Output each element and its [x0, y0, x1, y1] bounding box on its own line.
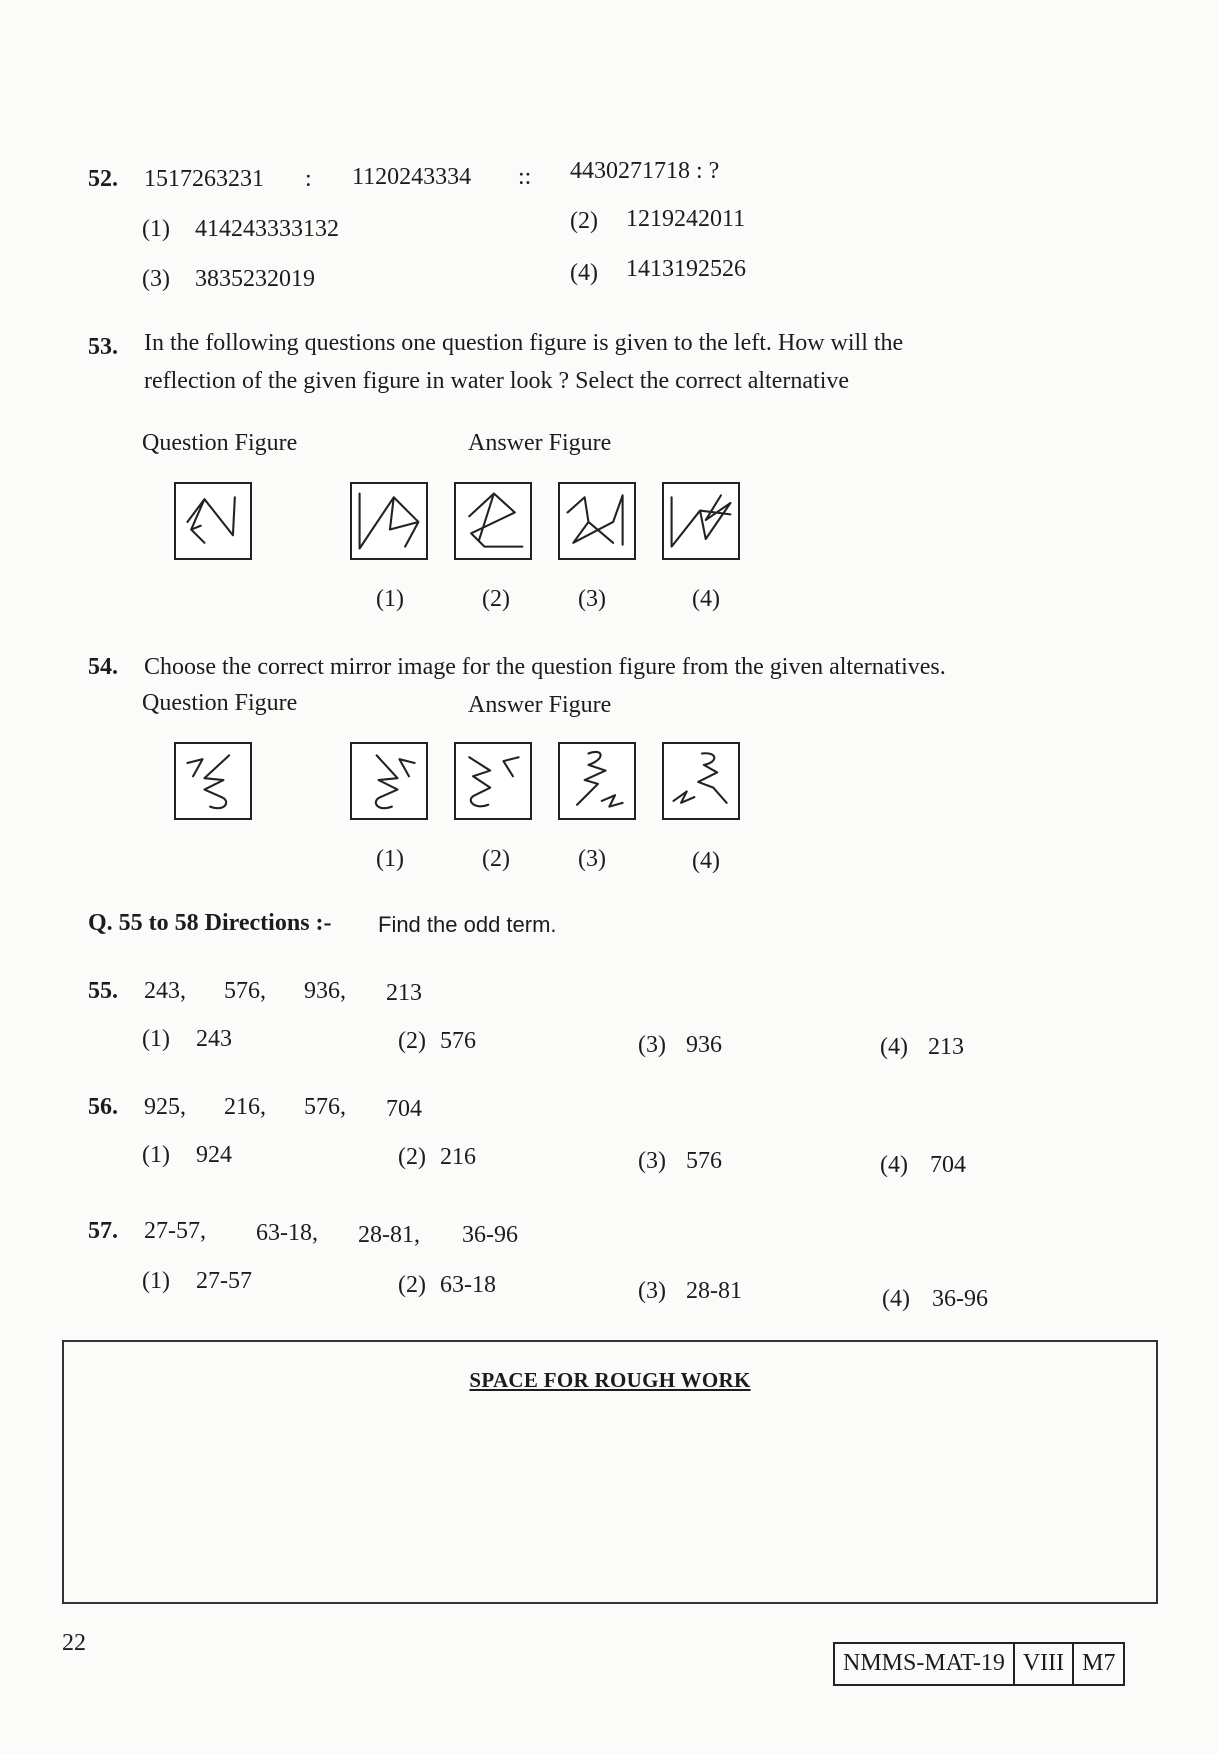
option-number: (2)	[398, 1028, 426, 1054]
series-term: 936,	[304, 978, 346, 1004]
page-number: 22	[62, 1630, 86, 1656]
option-number: (2)	[570, 208, 598, 234]
option-label: (3)	[578, 586, 606, 612]
question-text: Choose the correct mirror image for the question figure from the given alternatives.	[144, 654, 946, 680]
series-term: 576,	[224, 978, 266, 1004]
option-text: 28-81	[686, 1278, 742, 1304]
option-text: 414243333132	[195, 216, 339, 242]
option-text: 213	[928, 1034, 964, 1060]
option-label: (4)	[692, 848, 720, 874]
question-number: 56.	[88, 1094, 118, 1120]
question-text: reflection of the given figure in water look ? Select the correct alternative	[144, 368, 850, 394]
option-number: (3)	[638, 1148, 666, 1174]
option-text: 243	[196, 1026, 232, 1052]
series-term: 216,	[224, 1094, 266, 1120]
directions-prefix: Q. 55 to 58 Directions :-	[88, 910, 332, 936]
option-number: (3)	[638, 1032, 666, 1058]
option-number: (2)	[398, 1272, 426, 1298]
option-label: (2)	[482, 586, 510, 612]
series-term: 1120243334	[352, 164, 472, 190]
question-figure	[174, 742, 252, 820]
option-number: (4)	[570, 260, 598, 286]
option-text: 704	[930, 1152, 966, 1178]
option-number: (3)	[142, 266, 170, 292]
answer-figure-4[interactable]	[662, 742, 740, 820]
option-number: (1)	[142, 1142, 170, 1168]
option-number: (4)	[880, 1152, 908, 1178]
option-number: (1)	[142, 1268, 170, 1294]
series-term: 63-18,	[256, 1220, 318, 1246]
series-term: 243,	[144, 978, 186, 1004]
option-number: (2)	[398, 1144, 426, 1170]
answer-figure-label: Answer Figure	[468, 692, 612, 718]
option-text: 936	[686, 1032, 722, 1058]
option-number: (3)	[638, 1278, 666, 1304]
option-label: (2)	[482, 846, 510, 872]
option-label: (3)	[578, 846, 606, 872]
option-number: (4)	[880, 1034, 908, 1060]
answer-figure-2[interactable]	[454, 742, 532, 820]
series-term: 704	[386, 1096, 422, 1122]
answer-figure-4[interactable]	[662, 482, 740, 560]
option-label: (4)	[692, 586, 720, 612]
option-number: (1)	[142, 1026, 170, 1052]
series-term: 36-96	[462, 1222, 518, 1248]
series-term: 576,	[304, 1094, 346, 1120]
series-term: 28-81,	[358, 1222, 420, 1248]
ratio-separator: ::	[518, 164, 532, 190]
option-label: (1)	[376, 586, 404, 612]
option-label: (1)	[376, 846, 404, 872]
question-figure-label: Question Figure	[142, 430, 298, 456]
option-text: 924	[196, 1142, 232, 1168]
paper-code-class: VIII	[1015, 1644, 1074, 1684]
option-text: 63-18	[440, 1272, 496, 1298]
answer-figure-3[interactable]	[558, 742, 636, 820]
series-term: 1517263231	[144, 166, 264, 192]
answer-figure-3[interactable]	[558, 482, 636, 560]
answer-figure-1[interactable]	[350, 742, 428, 820]
rough-work-box	[62, 1340, 1158, 1604]
option-text: 3835232019	[195, 266, 315, 292]
question-figure	[174, 482, 252, 560]
option-text: 1413192526	[626, 256, 746, 282]
question-figure-label: Question Figure	[142, 690, 298, 716]
series-term: 4430271718 : ?	[570, 158, 720, 184]
series-term: 27-57,	[144, 1218, 206, 1244]
question-number: 52.	[88, 166, 118, 192]
series-term: 925,	[144, 1094, 186, 1120]
option-text: 216	[440, 1144, 476, 1170]
question-number: 54.	[88, 654, 118, 680]
answer-figure-1[interactable]	[350, 482, 428, 560]
question-number: 55.	[88, 978, 118, 1004]
question-text: In the following questions one question figure is given to the left. How will the	[144, 330, 904, 356]
option-number: (1)	[142, 216, 170, 242]
option-text: 576	[686, 1148, 722, 1174]
series-term: 213	[386, 980, 422, 1006]
question-number: 53.	[88, 334, 118, 360]
paper-code-exam: NMMS-MAT-19	[835, 1644, 1015, 1684]
question-number: 57.	[88, 1218, 118, 1244]
option-text: 27-57	[196, 1268, 252, 1294]
answer-figure-2[interactable]	[454, 482, 532, 560]
option-text: 36-96	[932, 1286, 988, 1312]
rough-work-title: SPACE FOR ROUGH WORK	[469, 1368, 751, 1392]
answer-figure-label: Answer Figure	[468, 430, 612, 456]
paper-code-set: M7	[1082, 1650, 1116, 1676]
option-number: (4)	[882, 1286, 910, 1312]
option-text: 576	[440, 1028, 476, 1054]
directions-text: Find the odd term.	[378, 912, 557, 937]
option-text: 1219242011	[626, 206, 746, 232]
ratio-separator: :	[305, 166, 312, 192]
paper-code	[833, 1642, 1125, 1686]
